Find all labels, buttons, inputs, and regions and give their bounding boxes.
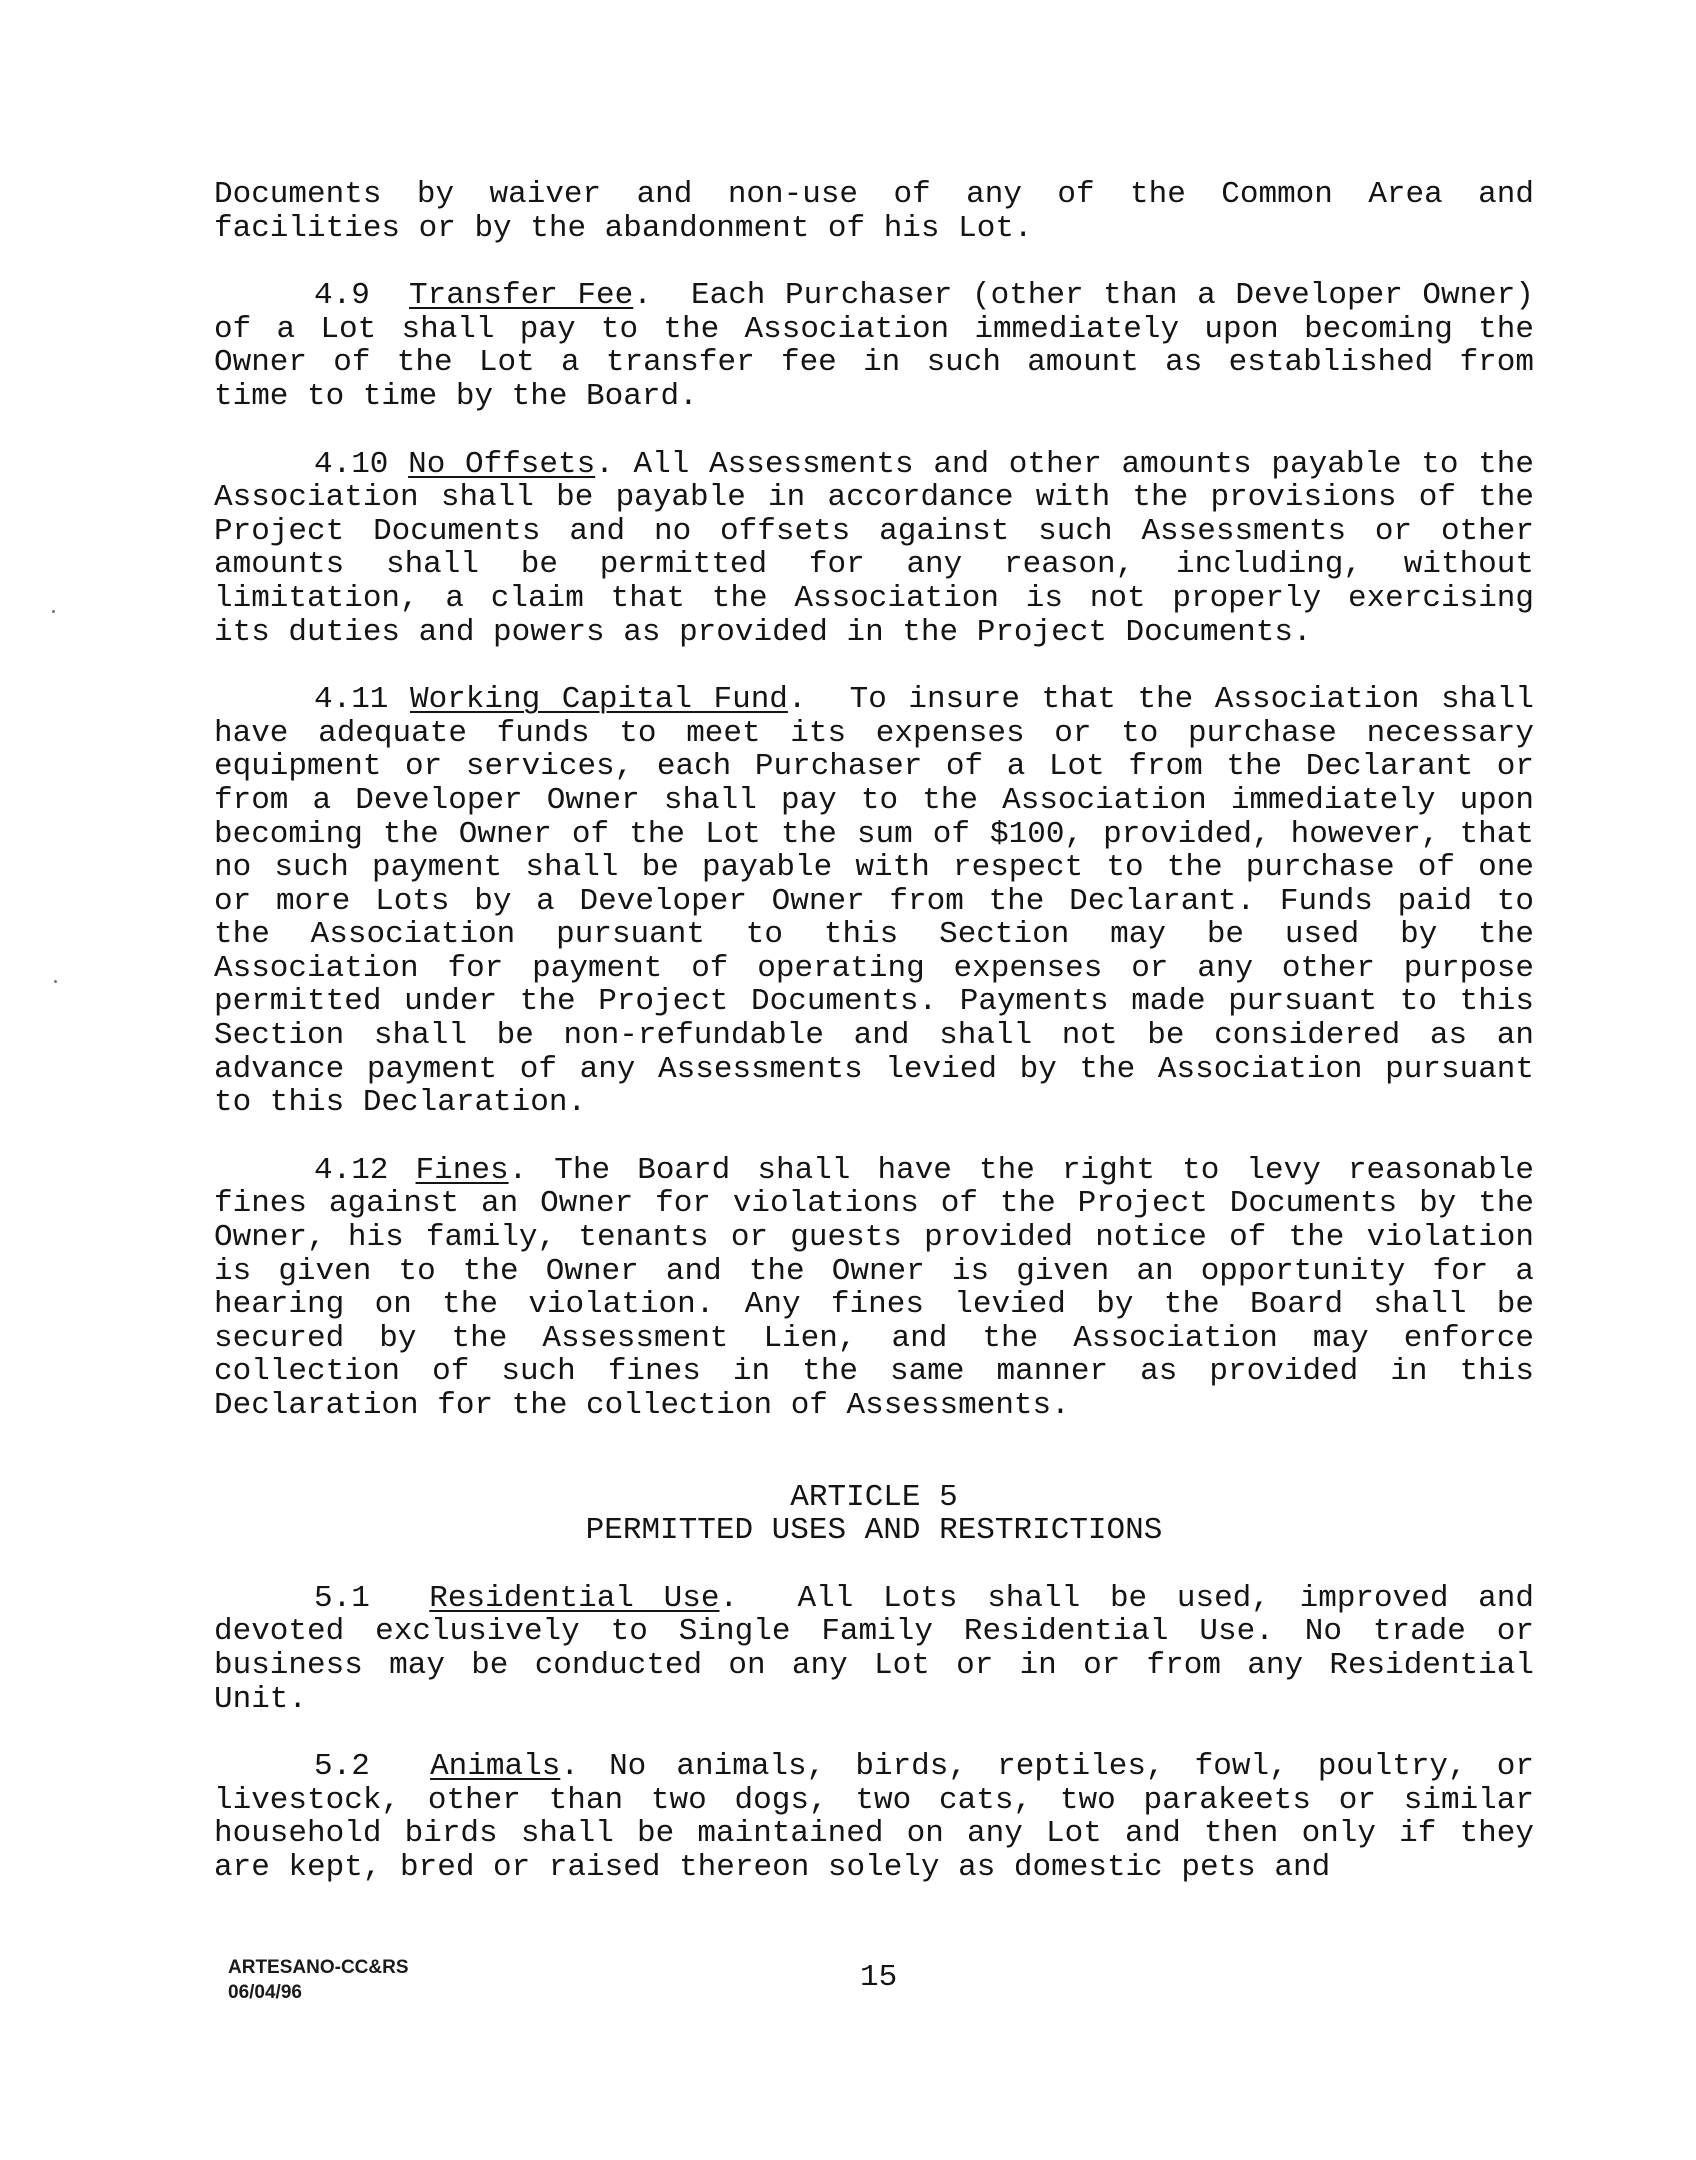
section-heading: Fines xyxy=(415,1152,509,1188)
section-body: The Board shall have the right to levy reasonable fines against an Owner for violations of the Project Documents by the Owner, his family, tenants or guests provided notice of the violation is given to the Owner and the Owner is given an opportunity for a hearing on the violation. Any fines levied by the Board shall be secured by the Assessment Lien, and the Association may enforce collection of such fines in the same manner as provided in this Declaration for the collection of Assessments. xyxy=(214,1152,1534,1423)
section-heading: Animals xyxy=(430,1749,561,1785)
section-number: 5.1 xyxy=(314,1580,370,1616)
section-number: 4.11 xyxy=(314,682,389,718)
section-body: All Assessments and other amounts payable to the Association shall be payable in accordance with the provisions of the Project Documents and no offsets against such Assessments or other amounts shall be permitted for any reason, including, without limitation, a claim that the Association is not properly exercising its duties and powers as provided in the Project Documents. xyxy=(214,446,1534,650)
section-heading: Working Capital Fund xyxy=(409,682,788,718)
section-4-10: 4.10 No Offsets. All Assessments and other amounts payable to the Association shall be payable in accordance with the provisions of the Project Documents and no offsets against such Assessments or other amounts shall be permitted for any reason, including, without limitation, a claim that the Association is not properly exercising its duties and powers as provided in the Project Documents. xyxy=(214,446,1534,650)
section-heading: Residential Use xyxy=(429,1580,720,1616)
section-4-9: 4.9 Transfer Fee. Each Purchaser (other than a Developer Owner) of a Lot shall pay to the Association immediately upon becoming the Owner of the Lot a transfer fee in such amount as established from time to time by the Board. xyxy=(214,278,1534,414)
article-title: PERMITTED USES AND RESTRICTIONS xyxy=(585,1513,1163,1549)
section-5-1: 5.1 Residential Use. All Lots shall be used, improved and devoted exclusively to Single Family Residential Use. No trade or business may be conducted on any Lot or in or from any Residential Unit. xyxy=(214,1580,1534,1717)
section-5-2: 5.2 Animals. No animals, birds, reptiles, fowl, poultry, or livestock, other than two dogs, two cats, two parakeets or similar household birds shall be maintained on any Lot and then only if they are kept, bred or raised thereon solely as domestic pets and xyxy=(214,1749,1534,1885)
section-heading: No Offsets xyxy=(408,446,596,482)
scan-speck xyxy=(54,980,57,983)
footer-doc-id: ARTESANO-CC&RS xyxy=(228,1957,409,1978)
section-body: Each Purchaser (other than a Developer Owner) of a Lot shall pay to the Association immediately upon becoming the Owner of the Lot a transfer fee in such amount as established from time to time by the Board. xyxy=(214,278,1534,414)
section-body: All Lots shall be used, improved and devoted exclusively to Single Family Residential Use. No trade or business may be conducted on any Lot or in or from any Residential Unit. xyxy=(214,1580,1534,1717)
section-4-12: 4.12 Fines. The Board shall have the right to levy reasonable fines against an Owner for violations of the Project Documents by the Owner, his family, tenants or guests provided notice of the violation is given to the Owner and the Owner is given an opportunity for a hearing on the violation. Any fines levied by the Board shall be secured by the Assessment Lien, and the Association may enforce collection of such fines in the same manner as provided in this Declaration for the collection of Assessments. xyxy=(214,1152,1534,1423)
article-label: ARTICLE 5 xyxy=(790,1479,958,1515)
page-number: 15 xyxy=(860,1960,898,1995)
section-number: 4.12 xyxy=(314,1152,389,1188)
article-heading xyxy=(214,1481,1534,1548)
footer-date: 06/04/96 xyxy=(228,1982,302,2003)
section-4-11: 4.11 Working Capital Fund. To insure that the Association shall have adequate funds to meet its expenses or to purchase necessary equipment or services, each Purchaser of a Lot from the Declarant or from a Developer Owner shall pay to the Association immediately upon becoming the Owner of the Lot the sum of $100, provided, however, that no such payment shall be payable with respect to the purchase of one or more Lots by a Developer Owner from the Declarant. Funds paid to the Association pursuant to this Section may be used by the Association for payment of operating expenses or any other purpose permitted under the Project Documents. Payments made pursuant to this Section shall be non-refundable and shall not be considered as an advance payment of any Assessments levied by the Association pursuant to this Declaration. xyxy=(214,682,1534,1121)
section-body: To insure that the Association shall have adequate funds to meet its expenses or to purchase necessary equipment or services, each Purchaser of a Lot from the Declarant or from a Developer Owner shall pay to the Association immediately upon becoming the Owner of the Lot the sum of $100, provided, however, that no such payment shall be payable with respect to the purchase of one or more Lots by a Developer Owner from the Declarant. Funds paid to the Association pursuant to this Section may be used by the Association for payment of operating expenses or any other purpose permitted under the Project Documents. Payments made pursuant to this Section shall be non-refundable and shall not be considered as an advance payment of any Assessments levied by the Association pursuant to this Declaration. xyxy=(214,682,1534,1121)
section-heading: Transfer Fee xyxy=(408,278,634,314)
section-body: No animals, birds, reptiles, fowl, poultry, or livestock, other than two dogs, two cats, two parakeets or similar household birds shall be maintained on any Lot and then only if they are kept, bred or raised thereon solely as domestic pets and xyxy=(214,1749,1534,1885)
section-number: 4.10 xyxy=(314,446,389,482)
opening-text: Documents by waiver and non-use of any of the Common Area and facilities or by the abandonment of his Lot. xyxy=(214,177,1534,246)
footer-doc-info xyxy=(228,1955,409,2005)
document-body xyxy=(214,178,1534,1919)
scan-speck xyxy=(52,610,55,613)
opening-paragraph xyxy=(214,178,1534,245)
section-number: 5.2 xyxy=(314,1749,370,1785)
section-number: 4.9 xyxy=(314,278,370,314)
